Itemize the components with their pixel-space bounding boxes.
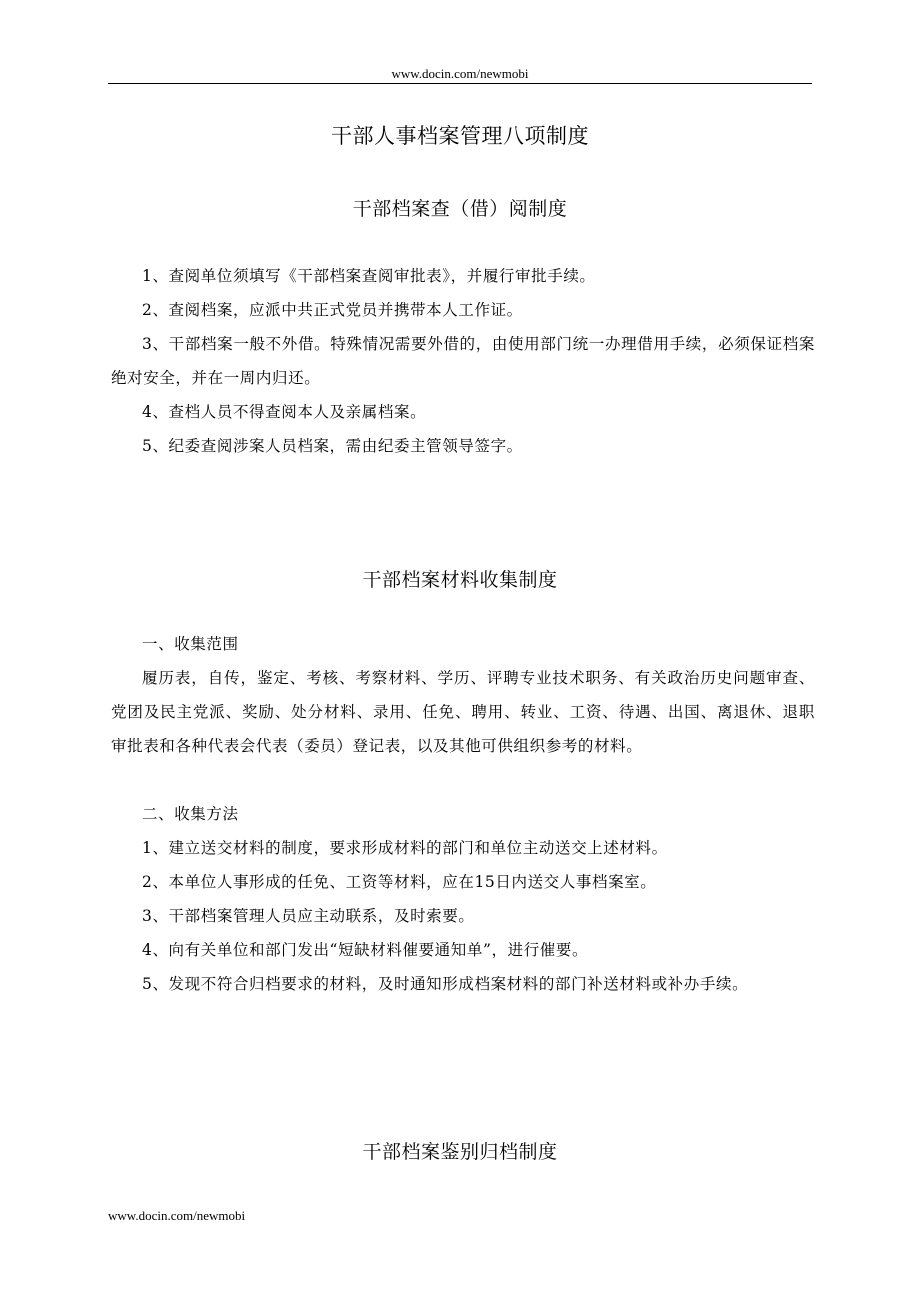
paragraph: 二、收集方法	[142, 805, 239, 823]
paragraph: 1、查阅单位须填写《干部档案查阅审批表》，并履行审批手续。	[142, 267, 596, 285]
paragraph: 3、干部档案一般不外借。特殊情况需要外借的，由使用部门统一办理借用手续，必须保证档案绝对安全，并在一周内归还。	[111, 335, 815, 387]
paragraph: 一、收集范围	[142, 635, 239, 653]
page-footer-url[interactable]: www.docin.com/newmobi	[108, 1208, 246, 1223]
paragraph: 2、本单位人事形成的任免、工资等材料，应在15日内送交人事档案室。	[142, 873, 657, 891]
paragraph: 5、纪委查阅涉案人员档案，需由纪委主管领导签字。	[142, 437, 523, 455]
paragraph: 4、向有关单位和部门发出“短缺材料催要通知单”，进行催要。	[142, 941, 589, 959]
header-divider	[108, 83, 812, 84]
page-header-url[interactable]: www.docin.com/newmobi	[391, 66, 529, 81]
paragraph: 1、建立送交材料的制度，要求形成材料的部门和单位主动送交上述材料。	[142, 839, 668, 857]
paragraph: 3、干部档案管理人员应主动联系，及时索要。	[142, 907, 475, 925]
paragraph: 5、发现不符合归档要求的材料，及时通知形成档案材料的部门补送材料或补办手续。	[142, 975, 749, 993]
section-title-collection: 干部档案材料收集制度	[362, 569, 558, 591]
document-title: 干部人事档案管理八项制度	[331, 124, 589, 148]
paragraph: 履历表，自传，鉴定、考核、考察材料、学历、评聘专业技术职务、有关政治历史问题审查、党团及民主党派、奖励、处分材料、录用、任免、聘用、转业、工资、待遇、出国、离退休、退职审批表和各种代表会代表（委员）登记表，以及其他可供组织参考的材料。	[111, 669, 815, 755]
section-title-borrow: 干部档案查（借）阅制度	[352, 198, 568, 220]
section-title-appraisal: 干部档案鉴别归档制度	[362, 1141, 558, 1163]
paragraph: 4、查档人员不得查阅本人及亲属档案。	[142, 403, 427, 421]
paragraph: 2、查阅档案，应派中共正式党员并携带本人工作证。	[142, 301, 523, 319]
